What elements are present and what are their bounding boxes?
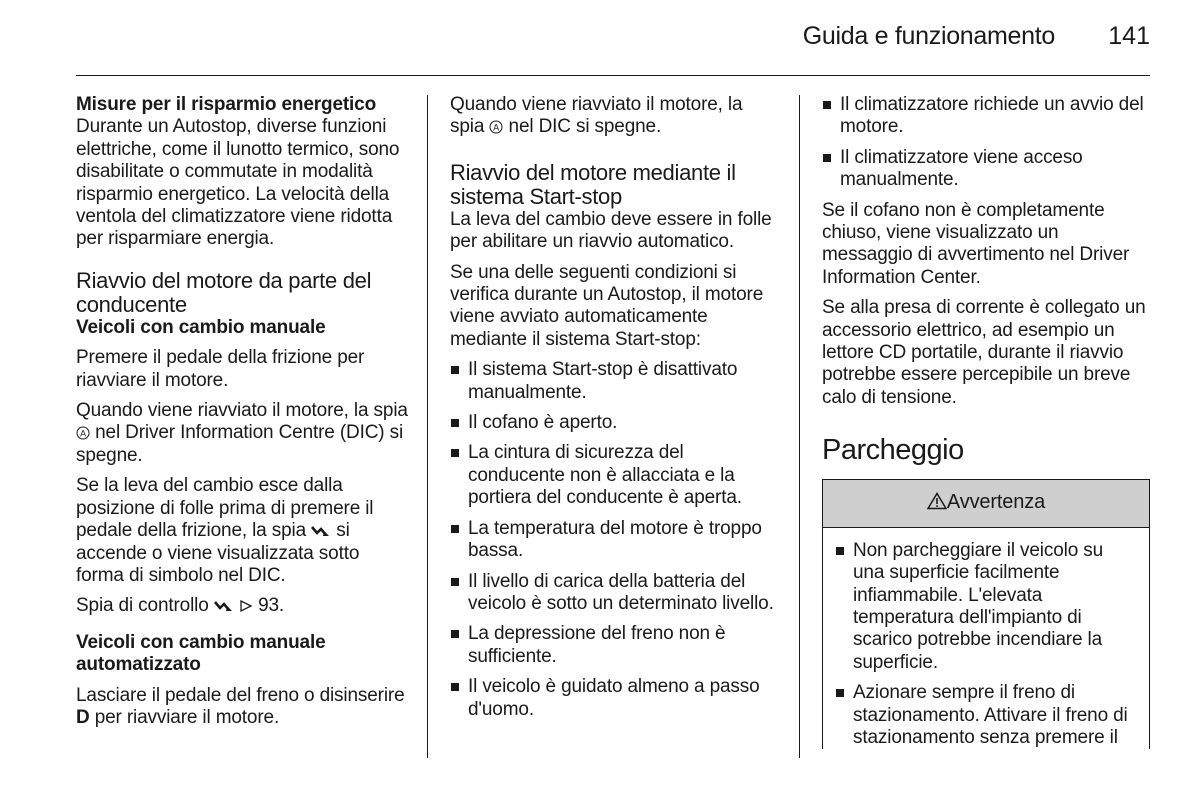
list-item: Il livello di carica della batteria del veicolo è sotto un determinato livello. — [450, 571, 780, 616]
autostop-icon — [489, 120, 503, 134]
energy-saving-text: Durante un Autostop, diverse funzioni elettriche, come il lunotto termico, sono disabilitate o commutate in modalità risparmio energetico. La velocità della ventola del climatizzatore viene ridotta per risparmiare energia. — [76, 116, 400, 250]
list-item: Non parcheggiare il veicolo su una superficie facilmente infiammabile. L'elevata temperatura dell'impianto di scarico potrebbe incendiare la superficie. — [835, 540, 1137, 674]
page-reference-icon[interactable] — [239, 599, 253, 613]
automated-gearbox-text: Lasciare il pedale del freno o disinserire D per riavviare il motore. — [76, 684, 405, 728]
header-divider — [76, 75, 1150, 76]
shift-indicator-icon — [311, 524, 331, 538]
page-number: 141 — [1108, 22, 1150, 50]
gear-letter-d: D — [76, 706, 90, 728]
gear-position-paragraph: Se la leva del cambio esce dalla posizione di folle prima di premere il pedale della frizione, la spia si accende o viene visualizzata sotto forma di simbolo nel DIC. — [76, 475, 374, 586]
list-item: La cintura di sicurezza del conducente non è allacciata e la portiera del conducente è aperta. — [450, 442, 780, 509]
svg-text:A: A — [493, 122, 500, 133]
start-stop-paragraph-1: La leva del cambio deve essere in folle per abilitare un riavvio automatico. — [450, 208, 772, 253]
list-item: Il sistema Start-stop è disattivato manualmente. — [450, 359, 780, 404]
parking-heading: Parcheggio — [822, 434, 964, 467]
energy-saving-heading: Misure per il risparmio energetico — [76, 94, 377, 115]
list-item: Il climatizzatore viene acceso manualmente. — [822, 147, 1152, 192]
column-3 — [822, 94, 1152, 757]
hood-warning-text: Se il cofano non è completamente chiuso, viene visualizzato un messaggio di avvertimento nel Driver Information Center. — [822, 199, 1130, 288]
restart-light-paragraph: Quando viene riavviato il motore, la spia A nel Driver Information Centre (DIC) si spegne. — [76, 400, 408, 466]
list-item: La depressione del freno non è sufficiente. — [450, 623, 780, 668]
warning-title: Avvertenza — [946, 491, 1046, 514]
restart-conditions-list — [450, 359, 780, 721]
power-socket-text: Se alla presa di corrente è collegato un accessorio elettrico, ad esempio un lettore CD portatile, durante il riavvio potrebbe essere percepibile un breve calo di tensione. — [822, 297, 1146, 408]
page-reference-link[interactable]: 93. — [258, 595, 285, 617]
control-light-reference: Spia di controllo 93. — [76, 595, 285, 617]
list-item: Il cofano è aperto. — [450, 412, 780, 434]
start-stop-paragraph-2: Se una delle seguenti condizioni si verifica durante un Autostop, il motore viene avviato automaticamente mediante il sistema Start-stop: — [450, 261, 764, 350]
dic-light-paragraph: Quando viene riavviato il motore, la spia A nel DIC si spegne. — [450, 94, 743, 138]
autostop-icon — [76, 426, 90, 440]
warning-body — [823, 528, 1149, 750]
list-item: Il veicolo è guidato almeno a passo d'uomo. — [450, 676, 780, 721]
column-divider-2 — [799, 95, 800, 758]
automated-gearbox-heading: Veicoli con cambio manuale automatizzato — [76, 631, 326, 676]
column-2 — [450, 94, 780, 729]
driver-restart-heading: Riavvio del motore da parte del conducente — [76, 267, 372, 317]
warning-box — [822, 479, 1150, 749]
warning-list — [835, 540, 1137, 750]
warning-header — [823, 480, 1149, 527]
climate-conditions-list — [822, 94, 1152, 192]
manual-gearbox-text: Premere il pedale della frizione per riavviare il motore. — [76, 347, 365, 391]
warning-triangle-icon — [927, 492, 947, 510]
running-header-title: Guida e funzionamento — [802, 22, 1055, 50]
shift-indicator-icon — [214, 599, 234, 613]
list-item: La temperatura del motore è troppo bassa. — [450, 518, 780, 563]
list-item: Azionare sempre il freno di stazionamento. Attivare il freno di stazionamento senza premere il — [835, 682, 1137, 749]
list-item: Il climatizzatore richiede un avvio del motore. — [822, 94, 1152, 139]
start-stop-restart-heading: Riavvio del motore mediante il sistema Start-stop — [450, 159, 736, 209]
svg-text:A: A — [80, 428, 86, 439]
column-1 — [76, 94, 410, 737]
column-divider-1 — [427, 95, 428, 758]
manual-gearbox-heading: Veicoli con cambio manuale — [76, 316, 326, 338]
